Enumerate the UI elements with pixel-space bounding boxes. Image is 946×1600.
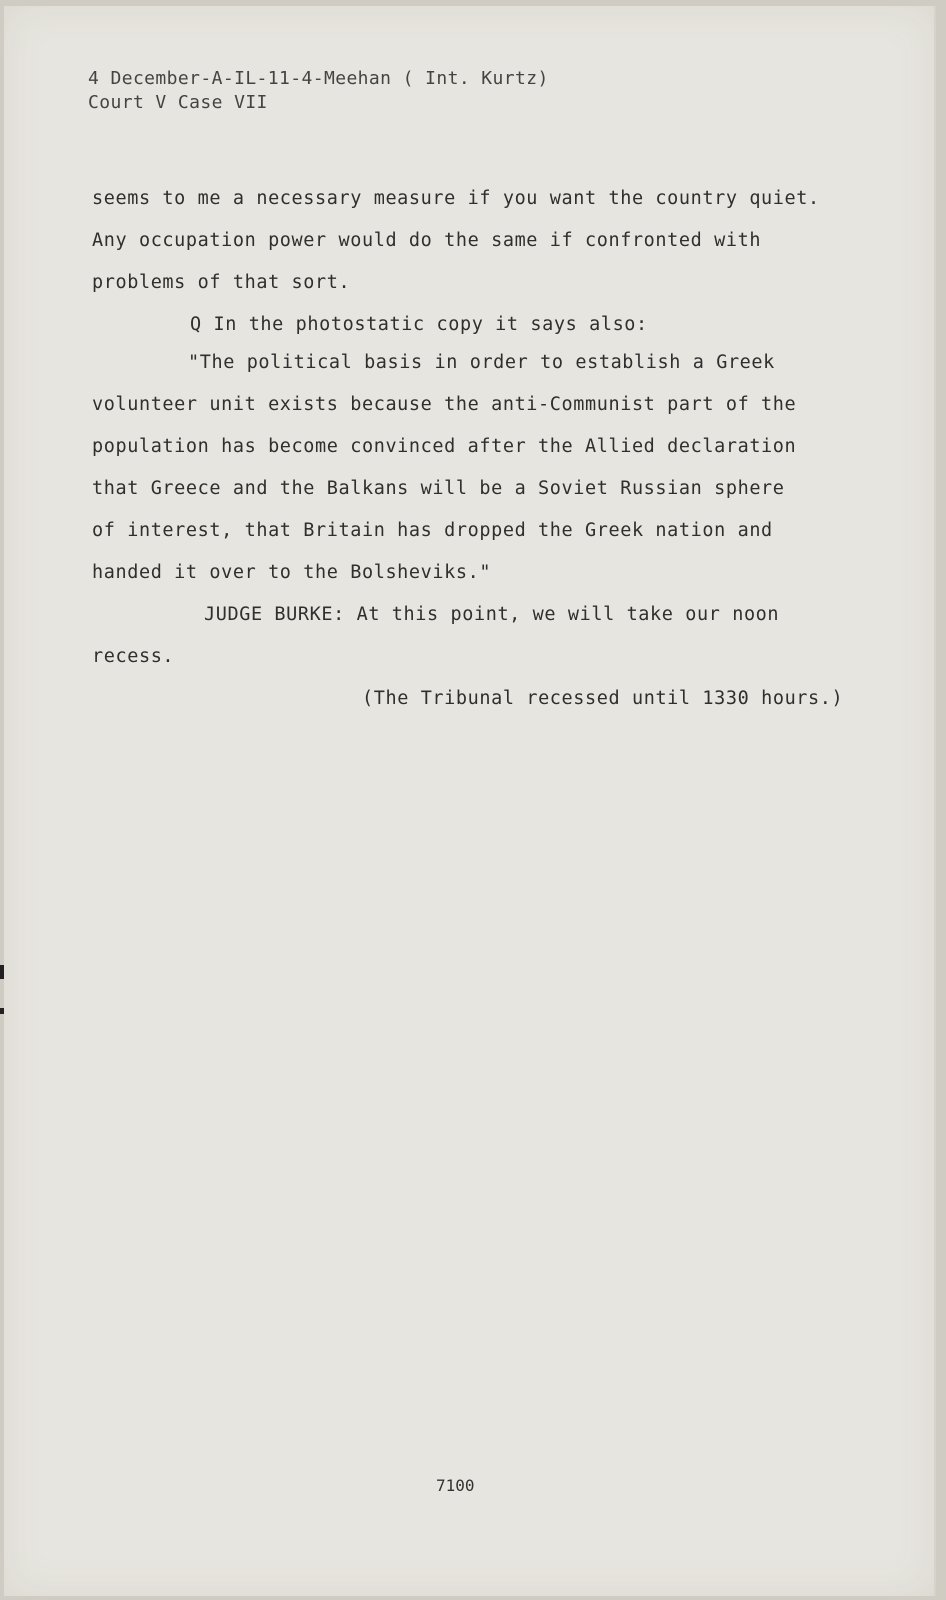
body-line-2: Any occupation power would do the same if confronted with [92,230,762,251]
header-line-2: Court V Case VII [88,92,268,113]
page-number: 7100 [436,1476,475,1495]
judge-line: JUDGE BURKE: At this point, we will take our noon [204,604,780,625]
tribunal-recess-note: (The Tribunal recessed until 1330 hours.) [362,688,844,709]
question-line: Q In the photostatic copy it says also: [190,314,648,335]
recess-line: recess. [92,646,175,667]
body-line-1: seems to me a necessary measure if you want the country quiet. [92,188,820,209]
quote-line-1: "The political basis in order to establish a Greek [188,352,775,373]
quote-line-4: that Greece and the Balkans will be a Soviet Russian sphere [92,478,785,499]
quote-line-2: volunteer unit exists because the anti-Communist part of the [92,394,797,415]
quote-line-3: population has become convinced after the Allied declaration [92,436,797,457]
edge-mark [0,1008,4,1014]
header-line-1: 4 December-A-IL-11-4-Meehan ( Int. Kurtz) [88,68,549,89]
edge-mark [0,965,4,979]
body-line-3: problems of that sort. [92,272,351,293]
quote-line-6: handed it over to the Bolsheviks." [92,562,492,583]
quote-line-5: of interest, that Britain has dropped the Greek nation and [92,520,773,541]
document-page [4,6,936,1596]
